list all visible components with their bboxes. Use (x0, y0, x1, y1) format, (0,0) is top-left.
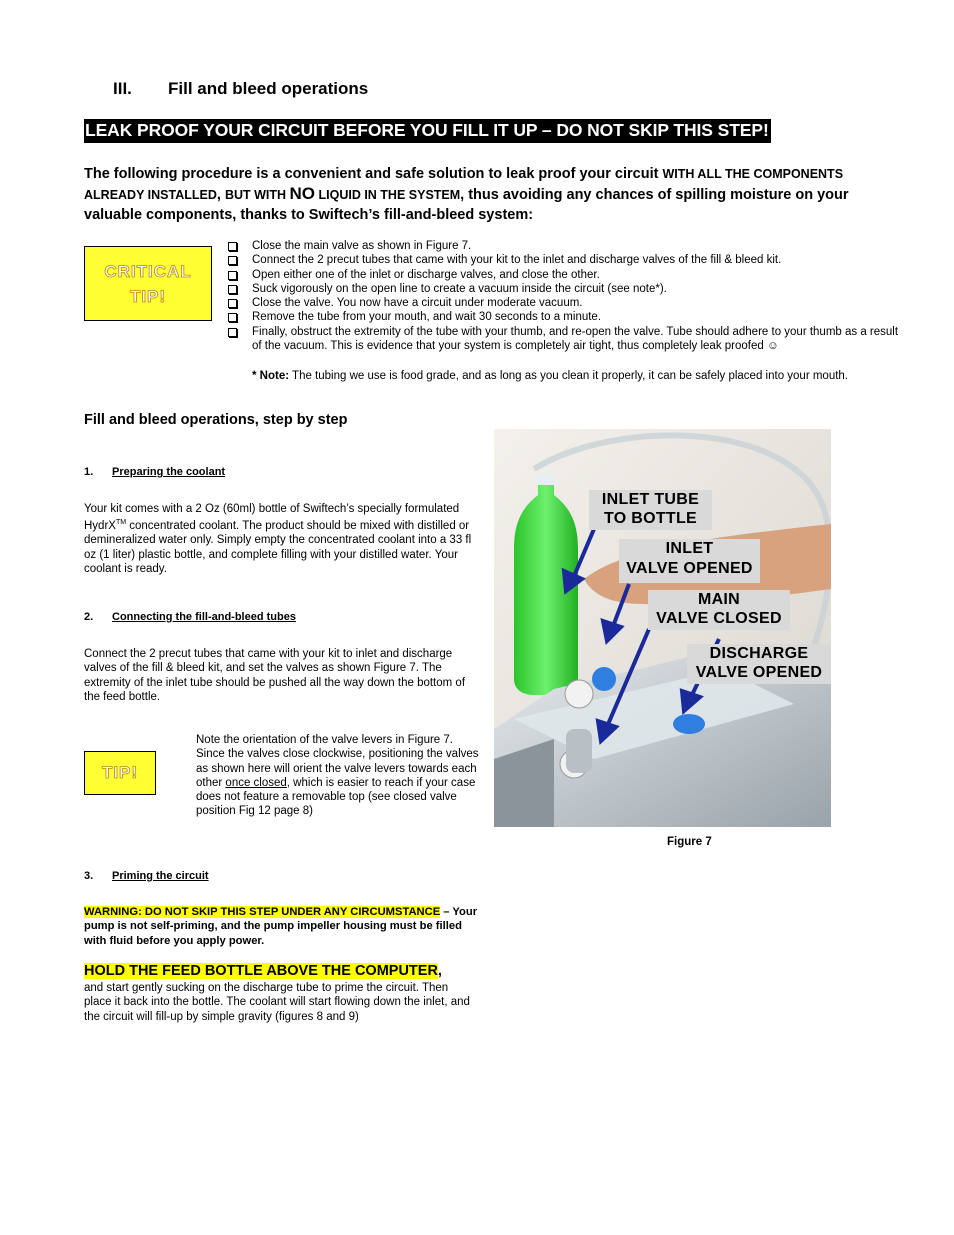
checklist-item: Suck vigorously on the open line to create a vacuum inside the circuit (see note*). (228, 282, 900, 296)
figure-7-photo (494, 429, 831, 827)
checklist-item: Open either one of the inlet or discharge valves, and close the other. (228, 268, 900, 282)
checkbox-icon (228, 271, 237, 280)
checklist-item: Close the valve. You now have a circuit under moderate vacuum. (228, 296, 900, 310)
checkbox-icon (228, 313, 237, 322)
checkbox-icon (228, 256, 237, 265)
checkbox-icon (228, 242, 237, 251)
callout-discharge-valve: DISCHARGE VALVE OPENED (687, 644, 831, 684)
step2-text: Connect the 2 precut tubes that came with your kit to inlet and discharge valves of the fill & bleed kit, and set the valves as shown Figure 7. The extremity of the inlet tube should be pushed all the way down the bottom of the feed bottle. (84, 648, 466, 703)
step3-hold-instruction: HOLD THE FEED BOTTLE ABOVE THE COMPUTER, (84, 963, 442, 979)
step3-text: and start gently sucking on the discharge tube to prime the circuit. Then place it back into the bottle. The coolant will start flowing down the inlet, and the circuit will fill-up by simple gravity (figures 8 and 9) (84, 982, 470, 1023)
checkbox-icon (228, 299, 237, 308)
intro-paragraph: The following procedure is a convenient and safe solution to leak proof your circuit WITH ALL THE COMPONENTS ALREADY INSTALLED, BUT WITH NO LIQUID IN THE SYSTEM, thus avoiding any chances of spilling moisture on your valuable components, thanks to Swiftech’s fill-and-bleed system: (84, 166, 849, 223)
checkbox-icon (228, 285, 237, 294)
step-by-step-heading: Fill and bleed operations, step by step (84, 412, 348, 428)
tip-box: TIP! (84, 751, 156, 795)
callout-inlet-tube: INLET TUBE TO BOTTLE (589, 490, 712, 530)
callout-main-valve: MAIN VALVE CLOSED (648, 590, 790, 630)
figure-caption: Figure 7 (667, 836, 712, 848)
checklist-item: Remove the tube from your mouth, and wait 30 seconds to a minute. (228, 310, 900, 324)
checklist (228, 239, 900, 353)
callout-inlet-valve: INLET VALVE OPENED (619, 539, 760, 583)
warning-banner: LEAK PROOF YOUR CIRCUIT BEFORE YOU FILL IT UP – DO NOT SKIP THIS STEP! (84, 119, 771, 143)
section-title: Fill and bleed operations (168, 79, 369, 98)
vacuum-note: * Note: The tubing we use is food grade, and as long as you clean it properly, it can be safely placed into your mouth. (252, 370, 849, 382)
tip-text: Note the orientation of the valve levers in Figure 7. Since the valves close clockwise, positioning the valves as shown here will orient the valve levers towards each other once closed, which is easier to reach if your case does not feature a removable top (see closed valve position Fig 12 page 8) (196, 734, 479, 818)
critical-tip-box: CRITICAL TIP! (84, 246, 212, 321)
checklist-item: Finally, obstruct the extremity of the tube with your thumb, and re-open the valve. Tube should adhere to your thumb as a result of the vacuum. This is evidence that your system is completely air tight, thus completely leak proofed ☺ (228, 325, 900, 354)
step2-heading: 2. Connecting the fill-and-bleed tubes (84, 611, 296, 623)
step3-warning: WARNING: DO NOT SKIP THIS STEP UNDER ANY CIRCUMSTANCE – Your pump is not self-priming, and the pump impeller housing must be filled with fluid before you apply power. (84, 906, 478, 947)
step3-heading: 3. Priming the circuit (84, 870, 209, 882)
checklist-item: Close the main valve as shown in Figure 7. (228, 239, 900, 253)
step1-heading: 1. Preparing the coolant (84, 466, 226, 478)
section-number: III. (113, 79, 132, 98)
checklist-item: Connect the 2 precut tubes that came with your kit to the inlet and discharge valves of the fill & bleed kit. (228, 253, 900, 267)
checkbox-icon (228, 328, 237, 337)
step1-text: Your kit comes with a 2 Oz (60ml) bottle of Swiftech’s specially formulated HydrX™ concentrated coolant. The product should be mixed with distilled or demineralized water only. Simply empty the concentrated coolant into a 33 fl oz (1 liter) plastic bottle, and complete filling with your distilled water. Your coolant is ready. (84, 503, 472, 576)
